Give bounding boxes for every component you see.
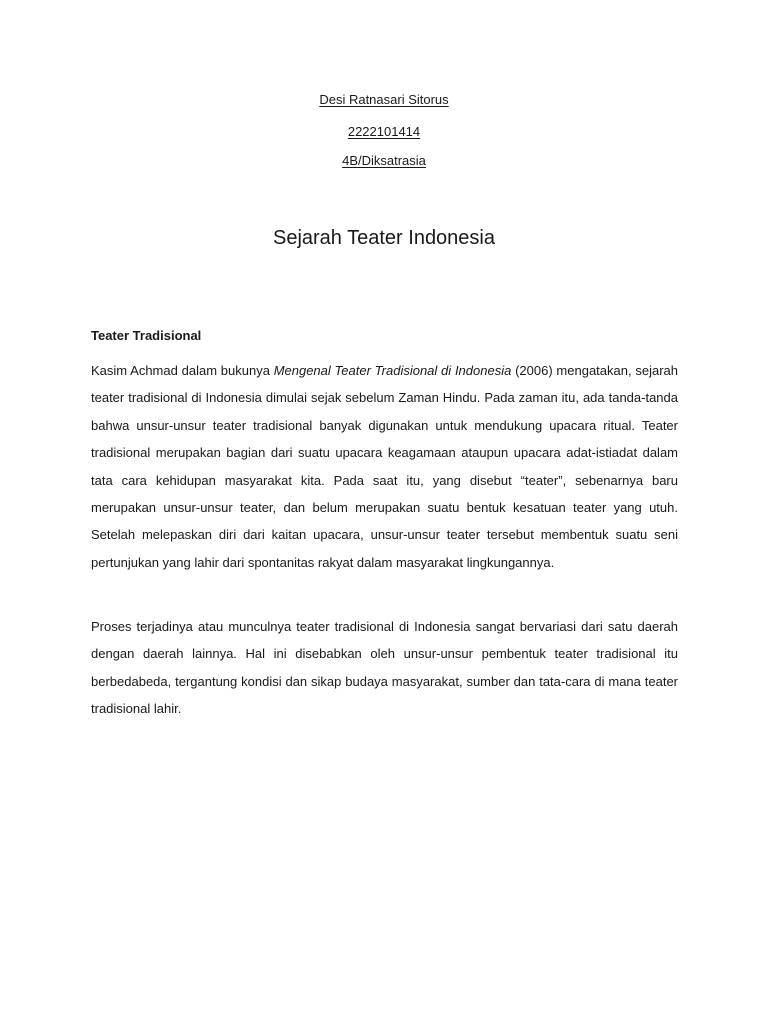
class-info xyxy=(0,153,768,169)
author-name xyxy=(0,92,768,108)
student-id-text: 2222101414 xyxy=(347,124,421,139)
paragraph-1 xyxy=(91,357,678,576)
paragraph-1-rest: (2006) mengatakan, sejarah teater tradisional di Indonesia dimulai sejak sebelum Zaman Hindu. Pada zaman itu, ada tanda-tanda bahwa unsur-unsur teater tradisional banyak digunakan untuk mendukung upacara ritual. Teater tradisional merupakan bagian dari suatu upacara keagamaan ataupun upacara adat-istiadat dalam tata cara kehidupan masyarakat kita. Pada saat itu, yang disebut “teater”, sebenarnya baru merupakan unsur-unsur teater, dan belum merupakan suatu bentuk kesatuan teater yang utuh. Setelah melepaskan diri dari kaitan upacara, unsur-unsur teater tersebut membentuk suatu seni pertunjukan yang lahir dari spontanitas rakyat dalam masyarakat lingkungannya. xyxy=(91,363,678,570)
document-title: Sejarah Teater Indonesia xyxy=(272,227,495,249)
class-info-text: 4B/Diksatrasia xyxy=(342,153,426,168)
author-name-text: Desi Ratnasari Sitorus xyxy=(319,92,449,107)
paragraph-2: Proses terjadinya atau munculnya teater tradisional di Indonesia sangat bervariasi dari satu daerah dengan daerah lainnya. Hal ini disebabkan oleh unsur-unsur pembentuk teater tradisional itu berbedabeda, tergantung kondisi dan sikap budaya masyarakat, sumber dan tata-cara di mana teater tradisional lahir. xyxy=(91,619,678,717)
paragraph-1-start: Kasim Achmad dalam bukunya xyxy=(91,363,274,378)
book-title: Mengenal Teater Tradisional di Indonesia xyxy=(273,363,512,378)
section-heading: Teater Tradisional xyxy=(91,328,202,343)
student-id xyxy=(0,124,768,140)
